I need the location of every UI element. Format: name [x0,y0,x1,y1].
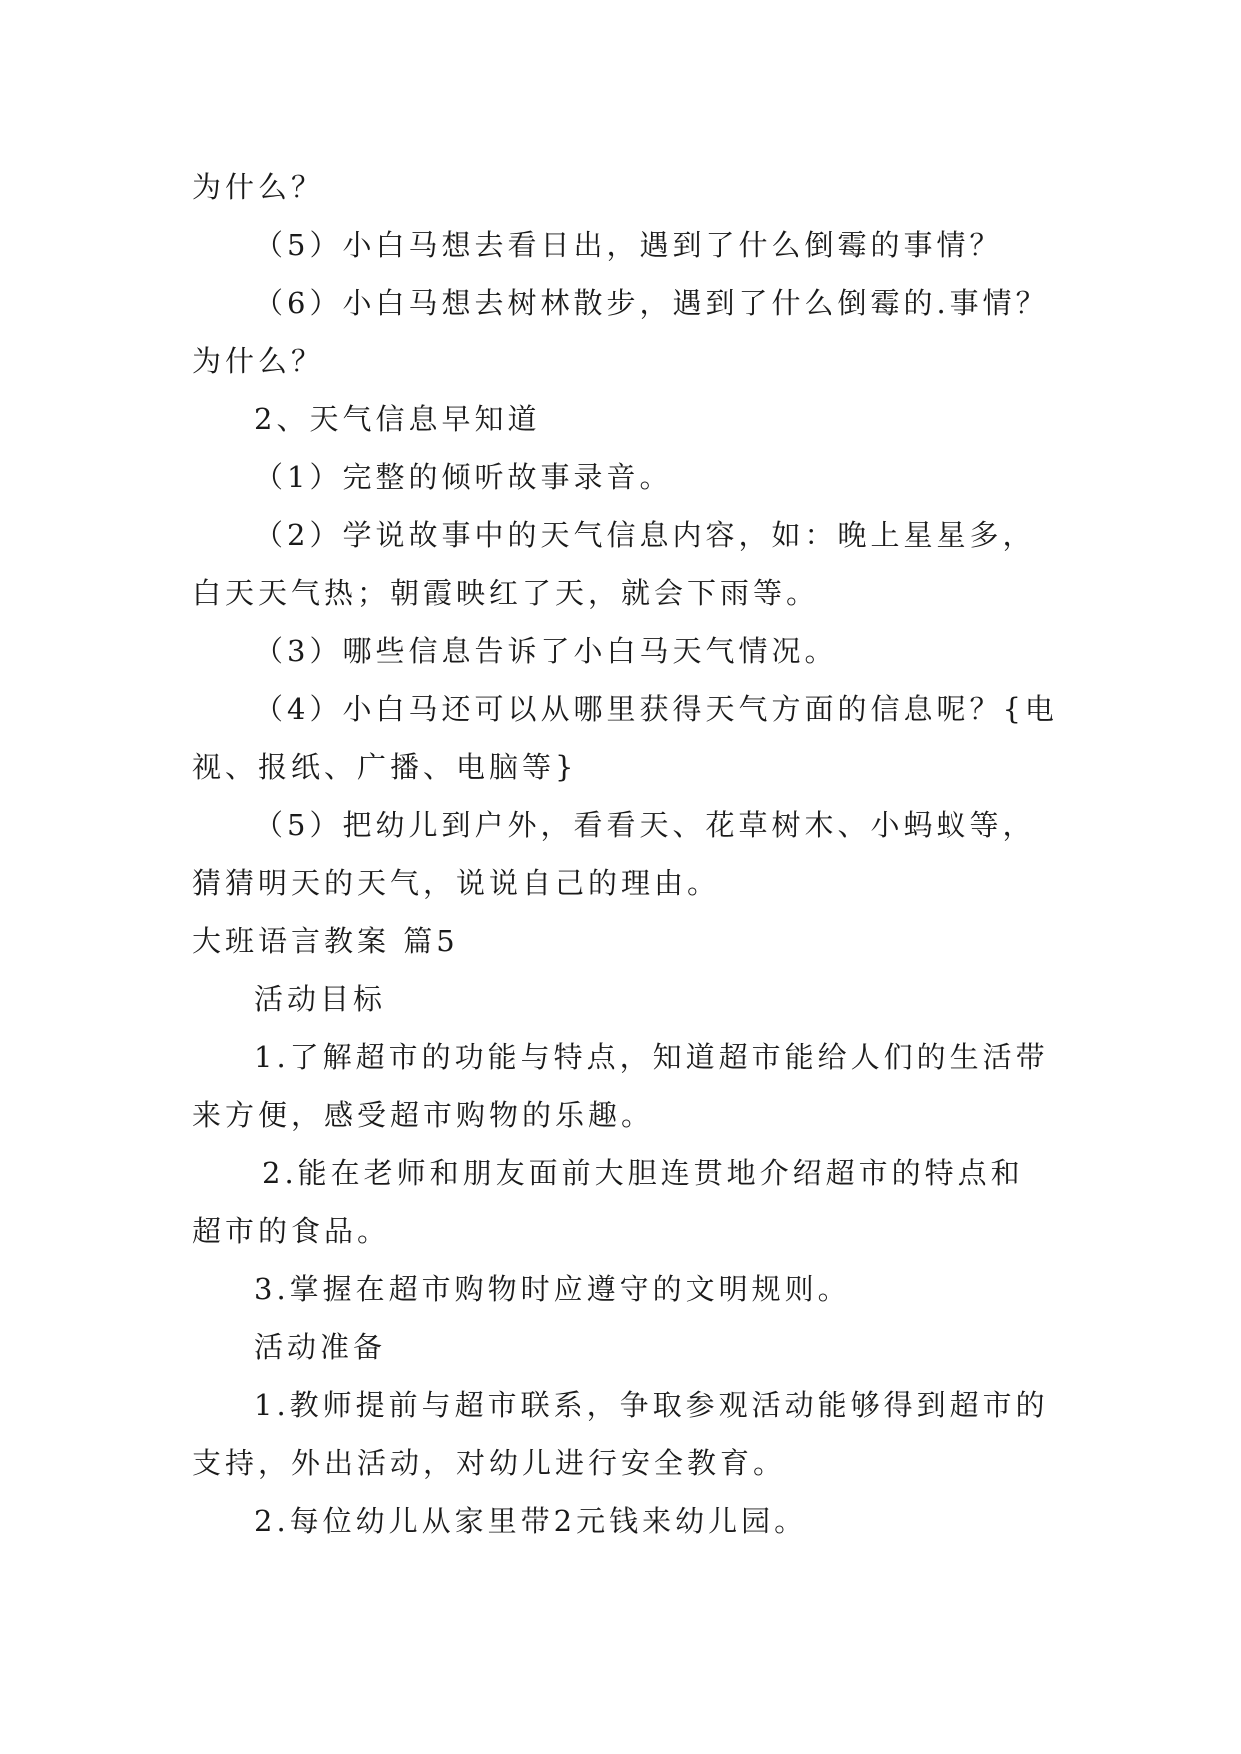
text-line: 超市的食品。 [192,1214,391,1248]
text-line: （5）把幼儿到户外，看看天、花草树木、小蚂蚁等， [254,808,1036,842]
text-line: （1）完整的倾听故事录音。 [254,460,673,494]
text-line: 猜猜明天的天气，说说自己的理由。 [192,866,721,900]
text-line: （3）哪些信息告诉了小白马天气情况。 [254,634,838,668]
text-line: 视、报纸、广播、电脑等} [192,750,578,784]
text-line: 为什么？ [192,344,325,378]
text-line: 白天天气热；朝霞映红了天，就会下雨等。 [192,576,820,610]
section-heading: 活动准备 [254,1330,387,1364]
text-line: （4）小白马还可以从哪里获得天气方面的信息呢？{电 [254,692,1058,726]
text-line: 3.掌握在超市购物时应遵守的文明规则。 [254,1272,851,1306]
text-line: 1.了解超市的功能与特点，知道超市能给人们的生活带 [254,1040,1049,1074]
text-line: （5）小白马想去看日出，遇到了什么倒霉的事情？ [254,228,1003,262]
section-heading: 活动目标 [254,982,387,1016]
text-line: 支持，外出活动，对幼儿进行安全教育。 [192,1446,787,1480]
section-heading: 2、天气信息早知道 [254,402,541,436]
text-line: （2）学说故事中的天气信息内容，如：晚上星星多， [254,518,1036,552]
text-line: 来方便，感受超市购物的乐趣。 [192,1098,655,1132]
document-title: 大班语言教案 篇5 [192,924,459,958]
text-line: （6）小白马想去树林散步，遇到了什么倒霉的.事情？ [254,286,1049,320]
text-line: 2.每位幼儿从家里带2元钱来幼儿园。 [254,1504,808,1538]
text-line: 2.能在老师和朋友面前大胆连贯地介绍超市的特点和 [262,1156,1024,1190]
text-line: 为什么？ [192,170,325,204]
text-line: 1.教师提前与超市联系，争取参观活动能够得到超市的 [254,1388,1049,1422]
